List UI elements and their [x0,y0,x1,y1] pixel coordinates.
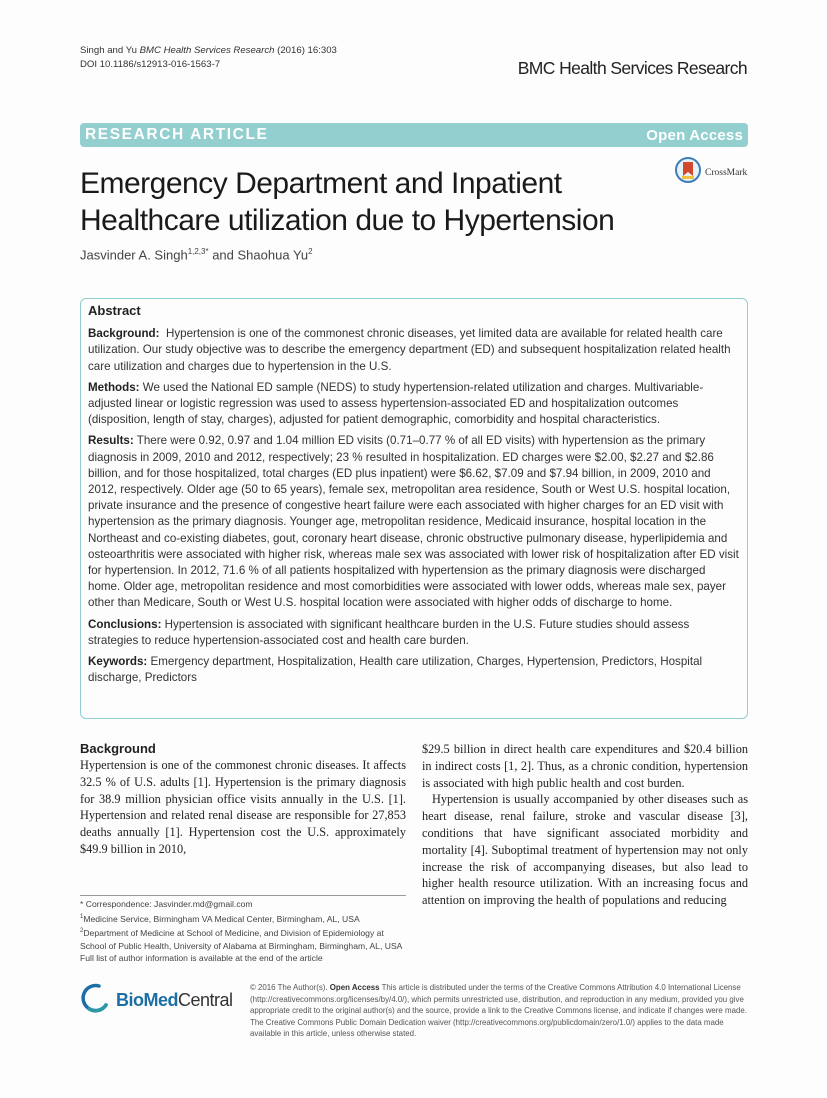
author-name: Jasvinder A. Singh [80,247,188,263]
affiliation-1: $^1$Medicine Service, Birmingham VA Medical Center, Birmingham, AL, USA [80,913,360,924]
author-affiliation-sup: 1,2,3* [187,247,209,256]
body-paragraph: Hypertension is usually accompanied by other diseases such as heart disease, renal failure, stroke and vascular disease [3], conditions that have significant associated morbidity and mortality [4]. Suboptimal treatment of hypertension may not only increase the risk of accompanying diseases, but also lead to higher health resource utilization. With an increasing focus and attention on improving the health of populations and reducing [422,792,748,908]
author-name: Shaohua Yu [237,247,309,263]
author-list: Jasvinder A. Singh$^{1,2,3*}$ and Shaohua Yu$^2$ [80,247,313,263]
crossmark-icon [675,157,701,188]
footnotes [80,898,406,965]
body-column-right [422,741,748,909]
correspondence-email-link[interactable]: Jasvinder.md@gmail.com [154,899,253,909]
article-title: Emergency Department and Inpatient Healthcare utilization due to Hypertension [80,167,615,237]
abstract-results: Results: There were 0.92, 0.97 and 1.04 million ED visits (0.71–0.77 % of all ED visits) with hypertension as the primary diagnosis in 2009, 2010 and 2012, respectively; 23 % resulted in hospitalization. ED charges were $2.00, $2.27 and $2.86 billion, and for those hospitalized, total charges (ED plus inpatient) were $6.62, $7.09 and $7.94 billion, in 2009, 2010 and 2012, respectively. Older age (50 to 65 years), female sex, metropolitan area residence, South or West U.S. hospital location, private insurance and the presence of congestive heart failure were each associated with higher charges for an ED visit with hypertension as the primary diagnosis. Younger age, metropolitan residence, Medicaid insurance, hospital location in the Northeast and co-existing diabetes, gout, coronary heart disease, chronic obstructive pulmonary disease, hyperlipidemia and osteoarthritis were associated with higher risk, whereas male sex was associated with lower risk of hospitalization after ED visit for hypertension. In 2012, 71.6 % of all patients hospitalized with hypertension as the primary diagnosis were discharged home. Older age, metropolitan residence and most comorbidities were associated with lower odds, whereas male sex, payer other than Medicare, South or West U.S. hospital location were associated with higher odds of discharge to home. [88,434,739,610]
logo-bio-text: BioMed [116,990,178,1010]
author-affiliation-sup: 2 [308,247,313,256]
license-statement: © 2016 The Author(s). Open Access This article is distributed under the terms of the Creative Commons Attribution 4.0 International License (http://creativecommons.org/licenses/by/4.0/), which permits unrestricted use, distribution, and reproduction in any medium, provided you give appropriate credit to the original author(s) and the source, provide a link to the Creative Commons license, and indicate if changes were made. The Creative Commons Public Domain Dedication waiver (http://creativecommons.org/publicdomain/zero/1.0/) applies to the data made available in this article, unless otherwise stated. [250,983,747,1039]
doi: DOI 10.1186/s12913-016-1563-7 [80,59,221,70]
body-paragraph: Hypertension is one of the commonest chronic diseases. It affects 32.5 % of U.S. adults [1]. Hypertension is the primary diagnosis for 38.9 million physician office visits annually in the U.S. [1]. Hypertension and related renal disease are responsible for 27,853 deaths annually [1]. Hypertension cost the U.S. approximately $49.9 billion in 2010, [80,758,406,856]
body-paragraph: $29.5 billion in direct health care expenditures and $20.4 billion in indirect costs [1, 2]. Thus, as a chronic condition, hypertension is associated with high public health and cost burden. [422,742,748,790]
article-type-banner [80,123,748,147]
body-column-left [80,741,406,858]
abstract-keywords: Keywords: Emergency department, Hospitalization, Health care utilization, Charges, Hypertension, Predictors, Hospital discharge, Predictors [88,655,703,685]
running-head [80,44,337,72]
crossmark-badge[interactable] [675,157,747,188]
correspondence: * Correspondence: Jasvinder.md@gmail.com [80,899,253,909]
article-type-label: RESEARCH ARTICLE [85,126,269,143]
abstract-heading: Abstract [88,303,141,318]
affiliation-2: $^2$Department of Medicine at School of Medicine, and Division of Epidemiology at School of Public Health, University of Alabama at Birmingham, Birmingham, AL, USA [80,927,403,951]
abstract-conclusions: Conclusions: Hypertension is associated with significant healthcare burden in the U.S. Future studies should assess strategies to reduce hypertension-associated cost and health care burden. [88,617,690,647]
section-heading-background: Background [80,741,156,756]
crossmark-label: CrossMark [705,167,748,178]
biomed-central-logo [80,983,233,1018]
running-head-citation: Singh and Yu BMC Health Services Research (2016) 16:303 [80,45,337,56]
abstract-box [80,298,748,719]
logo-central-text: Central [178,990,233,1010]
open-access-label: Open Access [646,126,743,144]
abstract-methods: Methods: We used the National ED sample (NEDS) to study hypertension-related utilization and charges. Multivariable-adjusted linear or logistic regression was used to assess hypertension-associated ED and hospitalization outcomes (disposition, length of stay, charges), adjusted for patient demographic, comorbidity and hospital characteristics. [88,380,704,427]
journal-name: BMC Health Services Research [517,58,747,78]
author-info-note: Full list of author information is available at the end of the article [80,953,323,964]
footnote-divider [80,895,406,896]
abstract-background: Background: Hypertension is one of the commonest chronic diseases, yet limited data are available for related health care utilization. Our study objective was to describe the emergency department (ED) and subsequent hospitalization related health care utilization and charges due to hypertension in the U.S. [88,327,731,373]
biomed-central-ring-icon [80,983,110,1018]
